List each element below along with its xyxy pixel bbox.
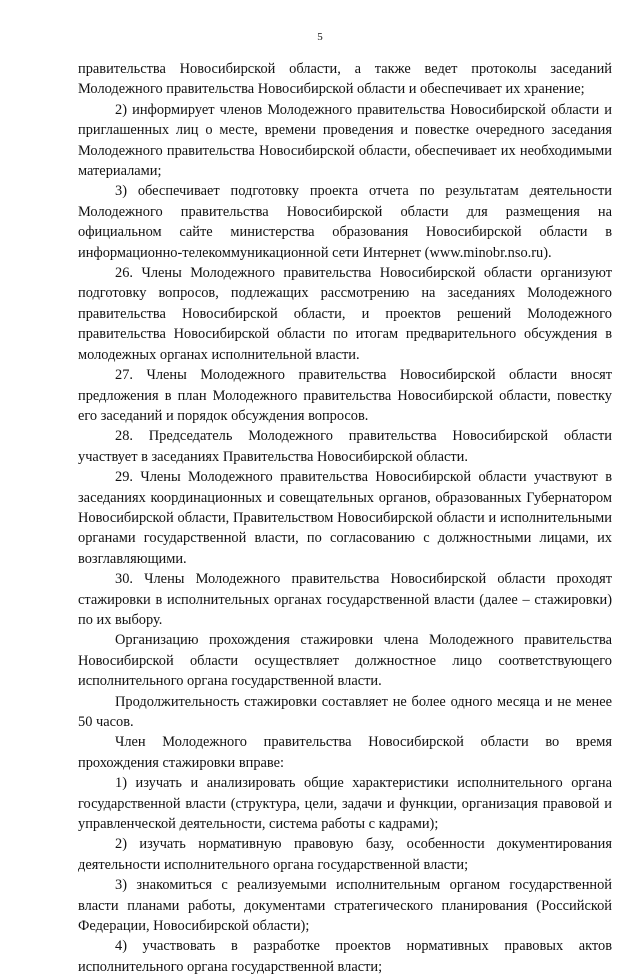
paragraph-right-3: 3) знакомиться с реализуемыми исполнительным органом государственной власти планами работы, документами стратегического планирования (Российской Федерации, Новосибирской области);	[78, 877, 612, 935]
paragraph-internship-rights-intro: Член Молодежного правительства Новосибирской области во время прохождения стажировки вправе:	[78, 734, 612, 771]
paragraph-clause-26: 26. Члены Молодежного правительства Новосибирской области организуют подготовку вопросов, подлежащих рассмотрению на заседаниях Молодежного правительства Новосибирской области, и проектов решений Молодежного правительства Новосибирской области по итогам предварительного обсуждения в молодежных органах исполнительной власти.	[78, 265, 612, 363]
paragraph-right-1: 1) изучать и анализировать общие характеристики исполнительного органа государственной власти (структура, цели, задачи и функции, организация правовой и управленческой деятельности, система работы с кадрами);	[78, 775, 612, 833]
paragraph-clause-27: 27. Члены Молодежного правительства Новосибирской области вносят предложения в план Молодежного правительства Новосибирской области, повестку его заседаний и порядок обсуждения вопросов.	[78, 367, 612, 424]
paragraph-item-3: 3) обеспечивает подготовку проекта отчета по результатам деятельности Молодежного правительства Новосибирской области для размещения на официальном сайте министерства образования Новосибирской области в информационно-телекоммуникационной сети Интернет (www.minobr.nso.ru).	[78, 183, 612, 261]
paragraph-clause-28: 28. Председатель Молодежного правительства Новосибирской области участвует в заседаниях Правительства Новосибирской области.	[78, 428, 612, 465]
paragraph-continuation: правительства Новосибирской области, а также ведет протоколы заседаний Молодежного правительства Новосибирской области и обеспечивает их хранение;	[78, 61, 612, 98]
paragraph-item-2: 2) информирует членов Молодежного правительства Новосибирской области и приглашенных лиц о месте, времени проведения и повестке очередного заседания Молодежного правительства Новосибирской области, обеспечивает их необходимыми материалами;	[78, 101, 612, 180]
paragraph-internship-duration: Продолжительность стажировки составляет не более одного месяца и не менее 50 часов.	[78, 693, 612, 730]
paragraph-clause-29: 29. Члены Молодежного правительства Новосибирской области участвуют в заседаниях координационных и совещательных органов, образованных Губернатором Новосибирской области, Правительством Новосибирской области и исполнительными органами государственной власти, по согласованию с должностными лицами, их возглавляющими.	[78, 469, 612, 567]
paragraph-right-4: 4) участвовать в разработке проектов нормативных правовых актов исполнительного органа государственной власти;	[78, 938, 612, 975]
document-body	[78, 59, 612, 977]
paragraph-clause-30: 30. Члены Молодежного правительства Новосибирской области проходят стажировки в исполнительных органах государственной власти (далее – стажировки) по их выбору.	[78, 571, 612, 628]
paragraph-right-2: 2) изучать нормативную правовую базу, особенности документирования деятельности исполнительного органа государственной власти;	[78, 836, 612, 873]
paragraph-internship-organization: Организацию прохождения стажировки члена Молодежного правительства Новосибирской области осуществляет должностное лицо соответствующего исполнительного органа государственной власти.	[78, 632, 612, 690]
page-number: 5	[317, 31, 323, 43]
